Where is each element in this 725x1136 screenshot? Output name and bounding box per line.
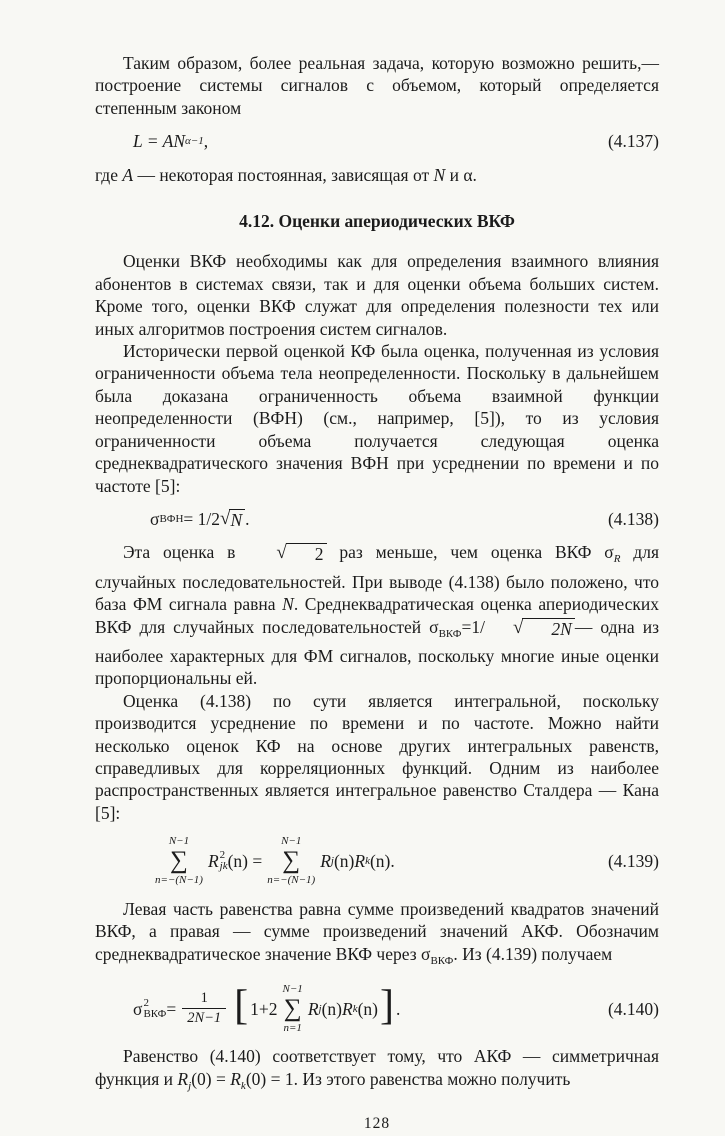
equation-body (133, 983, 400, 1035)
equation-label: (4.137) (607, 131, 659, 152)
sigma-symbol: σ (150, 508, 160, 529)
equation-4-139 (95, 835, 659, 887)
subscript-j: j (318, 1002, 322, 1015)
sigma-subscript: ВФН (159, 512, 184, 525)
fraction (182, 990, 226, 1027)
para-symmetry (95, 1045, 659, 1097)
equation-4-138 (95, 508, 659, 530)
sqrt-expression (220, 509, 245, 530)
eq137-lhs: L = AN (133, 131, 186, 152)
eq137-exponent: α−1 (185, 135, 204, 148)
equation-body (133, 130, 208, 152)
text-segment: для случайных последовательностей. При выводе (4.138) было положено, что база ФМ сигнала равна (95, 542, 659, 615)
variable-N: N (433, 164, 446, 185)
sum-lower-limit: n=−(N−1) (155, 874, 203, 887)
sum-symbol: ∑ (170, 846, 188, 874)
text-segment: Равенство (4.140) соответствует тому, что АКФ — симметричная функция и (95, 1046, 659, 1089)
sum-lower-limit: n=−(N−1) (267, 874, 316, 887)
sup-sub-stack (220, 850, 228, 872)
text-segment: Левая часть равенства равна сумме произведений квадратов значений ВКФ, а правая — сумме произведений значений АКФ. Обозначим среднеквадратическое значение ВКФ через σ (95, 898, 659, 964)
sum-lower-limit: n=1 (283, 1021, 302, 1034)
subscript-k: k (352, 1002, 358, 1015)
sigma-vkf-subscript: ВКФ (438, 627, 462, 640)
para-left-right (95, 898, 659, 972)
argument: (n). (369, 850, 395, 871)
variable-N: N (282, 594, 294, 615)
eq138-equals: = 1/2 (183, 508, 221, 529)
subscript-k: k (365, 854, 370, 867)
text-segment: . Среднеквадратическая оценка апериодических ВКФ для случайных последовательностей σ (95, 594, 660, 637)
subscript-j: j (330, 854, 334, 867)
text-segment: Эта оценка в (123, 542, 249, 563)
sum-symbol: ∑ (283, 994, 302, 1022)
eq138-tail: . (245, 508, 250, 529)
text-segment: =1/ (461, 616, 485, 637)
equation-label: (4.139) (607, 850, 659, 871)
superscript-2: 2 (143, 996, 149, 1009)
subscript-vkf: ВКФ (143, 1007, 167, 1020)
text-segment: (0) = (191, 1068, 231, 1089)
argument: (n) (333, 850, 355, 871)
subscript-j: j (188, 1079, 192, 1092)
sum-operator (155, 835, 203, 887)
text-segment: где (95, 164, 123, 185)
eq140-tail: . (395, 998, 401, 1019)
sigma-R-subscript: R (613, 553, 621, 566)
sqrt-symbol: √ (276, 542, 287, 564)
text-segment: — некоторая постоянная, зависящая от (133, 164, 434, 185)
para-intro: Таким образом, более реальная задача, которую возможно решить,— построение системы сигналов с объемом, который определяется степенным законом (95, 53, 659, 118)
R-j: R (177, 1068, 189, 1089)
para-history: Исторически первой оценкой КФ была оценка, полученная из условия ограниченности объема тела неопределенности. Поскольку в дальнейшем была доказана ограниченность объема взаимной функции неопределенности (ВФН) (см., например, [5]), то из условия ограниченности объема получается следующая оценка среднеквадратического значения ВФН при усреднении по времени и по частоте [5]: (95, 341, 659, 496)
R-k: R (341, 998, 353, 1019)
text-segment: и α. (445, 164, 477, 185)
text-segment: раз меньше, чем оценка ВКФ σ (326, 542, 614, 563)
equation-label: (4.138) (607, 508, 659, 529)
equation-body (150, 508, 250, 530)
sqrt-radicand: 2 (286, 543, 327, 564)
sum-upper-limit: N−1 (282, 982, 303, 995)
inner-lead: 1+2 (250, 998, 278, 1019)
R-k: R (230, 1068, 241, 1089)
para-estimate (95, 541, 659, 689)
text-segment: — одна из наиболее характерных для ФМ сигналов, поскольку многие иные оценки пропорциональны ей. (95, 616, 659, 689)
superscript-2: 2 (219, 848, 226, 861)
sup-sub-stack (143, 998, 166, 1020)
sum-upper-limit: N−1 (168, 835, 190, 848)
R-j: R (320, 850, 331, 871)
R-jk: R (207, 850, 219, 871)
para-where (95, 164, 659, 186)
argument: (n) = (227, 850, 263, 871)
equation-4-137 (95, 130, 659, 152)
sqrt-expression (485, 618, 575, 639)
sqrt-radicand: 2N (522, 618, 574, 639)
equation-label: (4.140) (607, 998, 659, 1019)
argument: (n) (357, 998, 378, 1019)
open-bracket: [ (234, 982, 249, 1029)
eq137-tail: , (203, 131, 209, 152)
section-heading: 4.12. Оценки апериодических ВКФ (239, 211, 515, 232)
close-bracket: ] (379, 982, 394, 1029)
text-segment: . Из (4.139) получаем (453, 943, 613, 964)
sum-operator (267, 835, 315, 887)
R-j: R (307, 998, 319, 1019)
sqrt-symbol: √ (512, 616, 524, 638)
text-segment: (0) = 1. (245, 1068, 303, 1089)
argument: (n) (321, 998, 342, 1019)
sqrt-expression (248, 543, 326, 564)
para-integral: Оценка (4.138) по сути является интегральной, поскольку производится усреднение по времени и по частоте. Можно найти несколько оценок КФ на основе других интегральных равенств, справедливых для корреляционных функций. Одним из наиболее распространственных является интегральное равенство Сталдера — Кана [5]: (95, 690, 659, 823)
sqrt-radicand: N (229, 509, 245, 530)
sum-operator (283, 983, 303, 1035)
subscript-jk: jk (219, 859, 228, 872)
fraction-numerator: 1 (200, 990, 208, 1007)
fraction-denominator: 2N−1 (182, 1008, 226, 1027)
equation-body (150, 835, 395, 887)
variable-A: A (122, 164, 134, 185)
para-vkf-need: Оценки ВКФ необходимы как для определения взаимного влияния абонентов в системах связи, так и для оценки объема больших систем. Кроме того, оценки ВКФ служат для определения полезности тех или иных алгоритмов построения систем сигналов. (95, 251, 659, 339)
sigma-vkf-subscript: ВКФ (430, 954, 454, 967)
equation-4-140 (95, 983, 659, 1035)
text-segment: Из этого равенства можно получить (302, 1068, 571, 1089)
R-k: R (354, 850, 366, 871)
page-number: 128 (363, 1115, 391, 1133)
sigma-symbol: σ (133, 998, 143, 1019)
sum-upper-limit: N−1 (281, 835, 302, 848)
sum-symbol: ∑ (282, 846, 301, 874)
equals-sign: = (166, 998, 177, 1019)
subscript-k: k (240, 1079, 246, 1092)
sqrt-symbol: √ (220, 507, 231, 529)
